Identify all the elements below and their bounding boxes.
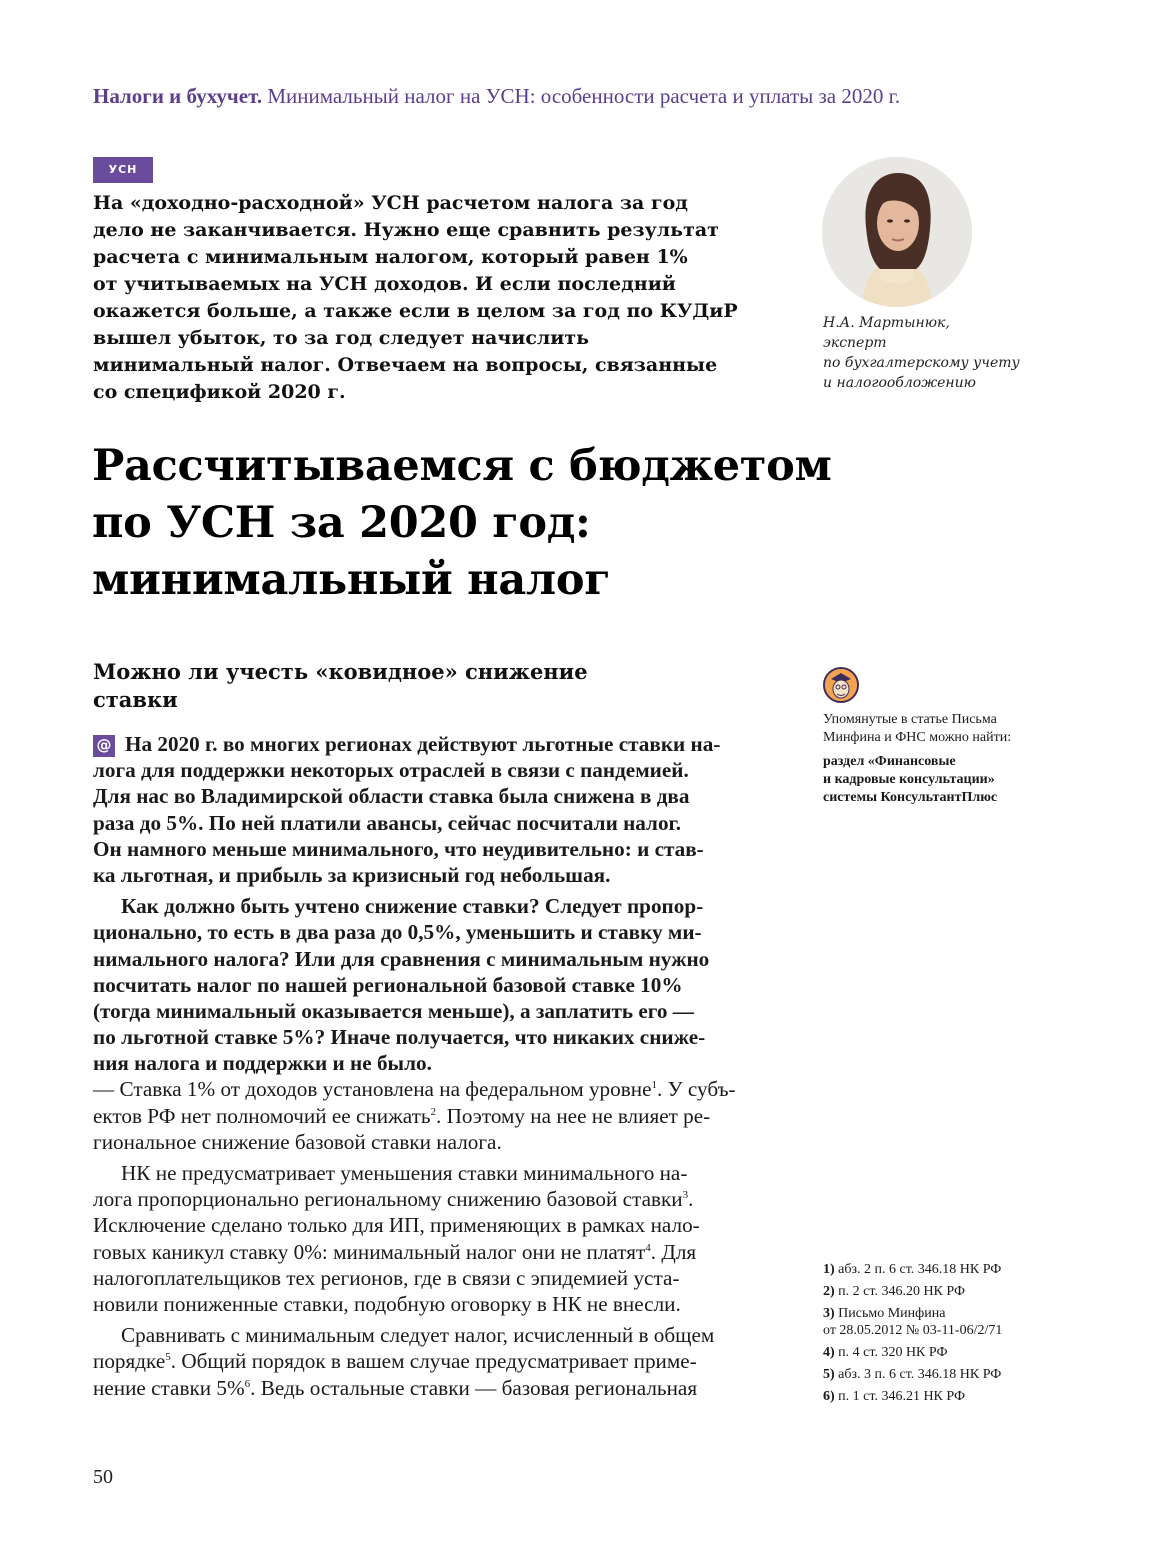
footnotes: [823, 1261, 1063, 1410]
answer-line: налогоплательщиков тех регионов, где в связи с эпидемией уста-: [93, 1265, 680, 1290]
answer-line: Исключение сделано только для ИП, применяющих в рамках нало-: [93, 1213, 700, 1238]
lead-line: со спецификой 2020 г.: [93, 381, 346, 403]
author-caption: [823, 313, 1043, 393]
subhead-line: Можно ли учесть «ковидное» снижение: [93, 659, 588, 684]
answer-line: новили пониженные ставки, подобную оговорку в НК не внесли.: [93, 1291, 681, 1316]
sidebar-note-bold-line: и кадровые консультации»: [823, 772, 995, 787]
sidebar-note-line: Упомянутые в статье Письма: [823, 712, 997, 727]
question-line: ционально, то есть в два раза до 0,5%, уменьшить и ставку ми-: [93, 920, 702, 945]
footnote-ref: 6: [244, 1377, 251, 1390]
question-line: Для нас во Владимирской области ставка была снижена в два: [93, 784, 690, 809]
question-line: ка льготная, и прибыль за кризисный год небольшая.: [93, 862, 611, 887]
headline-line: Рассчитываемся с бюджетом: [92, 441, 832, 491]
author-photo: [822, 157, 972, 307]
footnote-ref: 5: [165, 1351, 171, 1364]
footnote: 2) п. 2 ст. 346.20 НК РФ: [823, 1284, 965, 1299]
rubric-tag: УСН: [93, 157, 153, 183]
question-line: @ На 2020 г. во многих регионах действуют льготные ставки на-: [93, 731, 773, 757]
footnote: 1) абз. 2 п. 6 ст. 346.18 НК РФ: [823, 1262, 1002, 1277]
footnote-ref: 1: [651, 1079, 657, 1092]
answer-line: Сравнивать с минимальным следует налог, исчисленный в общем: [121, 1323, 715, 1348]
answer-line: говых каникул ставку 0%: минимальный налог они не платят$^4$. Для: [93, 1239, 697, 1264]
article-body: [93, 731, 773, 1401]
author-name: Н.А. Мартынюк,: [823, 315, 950, 331]
question-line: нимального налога? Или для сравнения с минимальным нужно: [93, 946, 710, 971]
author-role-line: и налогообложению: [823, 375, 976, 391]
footnote-ref: 4: [645, 1241, 651, 1254]
author-role-line: эксперт: [823, 335, 887, 351]
answer-line: порядке$^5$. Общий порядок в вашем случае предусматривает приме-: [93, 1349, 697, 1374]
running-head-section: Налоги и бухучет.: [93, 84, 263, 108]
headline-line: минимальный налог: [92, 555, 611, 605]
expert-character-icon: [823, 667, 859, 703]
running-head-title: Минимальный налог на УСН: особенности расчета и уплаты за 2020 г.: [267, 84, 901, 108]
lead-line: вышел убыток, то за год следует начислить: [93, 327, 590, 349]
answer-line: лога пропорционально региональному снижению базовой ставки$^3$.: [93, 1187, 694, 1212]
answer-line: нение ставки 5%$^6$. Ведь остальные ставки — базовая региональная: [93, 1375, 698, 1400]
footnote: 5) абз. 3 п. 6 ст. 346.18 НК РФ: [823, 1367, 1002, 1382]
footnote-ref: 2: [430, 1105, 436, 1118]
question-line: Как должно быть учтено снижение ставки? Следует пропор-: [121, 894, 704, 919]
question-line: ния налога и поддержки и не было.: [93, 1051, 432, 1076]
lead-line: от учитываемых на УСН доходов. И если последний: [93, 273, 676, 295]
answer-line: ектов РФ нет полномочий ее снижать$^2$. Поэтому на нее не влияет ре-: [93, 1103, 711, 1128]
subhead-line: ставки: [93, 687, 178, 712]
question-line: (тогда минимальный оказывается меньше), а заплатить его —: [93, 998, 694, 1023]
email-at-icon: @: [93, 735, 115, 757]
expert-face-icon: [825, 669, 857, 701]
question-line: посчитать налог по нашей региональной базовой ставке 10%: [93, 972, 683, 997]
running-head: [93, 84, 1073, 109]
footnote: 4) п. 4 ст. 320 НК РФ: [823, 1345, 948, 1360]
question-line: по льготной ставке 5%? Иначе получается, что никаких сниже-: [93, 1025, 706, 1050]
article-headline: [92, 438, 912, 609]
sidebar-note-bold-line: раздел «Финансовые: [823, 754, 956, 769]
author-role-line: по бухгалтерскому учету: [823, 355, 1020, 371]
footnote: 3) Письмо Минфина от 28.05.2012 № 03-11-06/2/71: [823, 1306, 1003, 1338]
page-number: 50: [93, 1466, 113, 1488]
question-line: раза до 5%. По ней платили авансы, сейчас посчитали налог.: [93, 810, 682, 835]
question-subhead: [93, 658, 653, 714]
question-line: Он намного меньше минимального, что неудивительно: и став-: [93, 836, 704, 861]
footnote-ref: 3: [682, 1189, 689, 1202]
footnote: 6) п. 1 ст. 346.21 НК РФ: [823, 1389, 965, 1404]
answer-line: гиональное снижение базовой ставки налога.: [93, 1129, 502, 1154]
answer-line: НК не предусматривает уменьшения ставки минимального на-: [121, 1161, 688, 1185]
lead-line: расчета с минимальным налогом, который равен 1%: [93, 246, 688, 268]
headline-line: по УСН за 2020 год:: [92, 498, 591, 548]
lead-line: минимальный налог. Отвечаем на вопросы, связанные: [93, 354, 718, 376]
answer-line: — Ставка 1% от доходов установлена на федеральном уровне$^1$. У субъ-: [93, 1077, 736, 1102]
author-portrait-icon: [822, 157, 972, 307]
lead-line: дело не заканчивается. Нужно еще сравнить результат: [93, 219, 719, 241]
sidebar-note-bold-line: системы КонсультантПлюс: [823, 790, 998, 805]
lead-line: окажется больше, а также если в целом за год по КУДиР: [93, 300, 738, 322]
sidebar-note-line: Минфина и ФНС можно найти:: [823, 730, 1012, 745]
question-line: лога для поддержки некоторых отраслей в связи с пандемией.: [93, 758, 689, 783]
lead-line: На «доходно-расходной» УСН расчетом налога за год: [93, 192, 688, 214]
sidebar-note: [823, 711, 1063, 807]
lead-paragraph: [93, 190, 753, 406]
